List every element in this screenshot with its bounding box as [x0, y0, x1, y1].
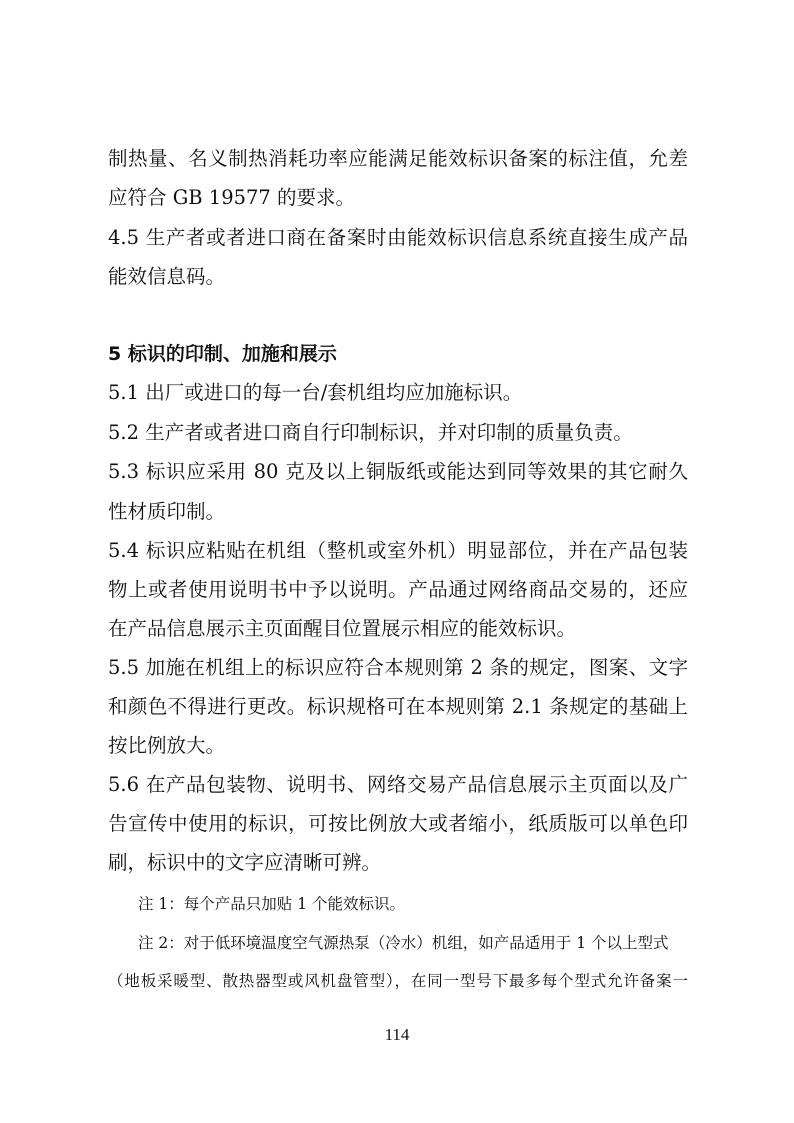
paragraph-line: 和颜色不得进行更改。标识规格可在本规则第 2.1 条规定的基础上 — [108, 695, 688, 718]
paragraph-line: 5.2 生产者或者进口商自行印制标识，并对印制的质量负责。 — [108, 421, 633, 444]
paragraph-line: 5.5 加施在机组上的标识应符合本规则第 2 条的规定，图案、文字 — [108, 656, 688, 679]
paragraph-line: 按比例放大。 — [108, 734, 226, 757]
paragraph-line: 5.3 标识应采用 80 克及以上铜版纸或能达到同等效果的其它耐久 — [108, 460, 688, 483]
paragraph-line: 物上或者使用说明书中予以说明。产品通过网络商品交易的，还应 — [108, 578, 688, 601]
note-line: （地板采暖型、散热器型或风机盘管型），在同一型号下最多每个型式允许备案一 — [108, 972, 688, 990]
paragraph-line: 告宣传中使用的标识，可按比例放大或者缩小，纸质版可以单色印 — [108, 812, 688, 835]
paragraph-line: 制热量、名义制热消耗功率应能满足能效标识备案的标注值，允差 — [108, 147, 688, 170]
section-heading: 5 标识的印制、加施和展示 — [108, 343, 337, 365]
paragraph-line: 4.5 生产者或者进口商在备案时由能效标识信息系统直接生成产品 — [108, 226, 688, 249]
paragraph-line: 在产品信息展示主页面醒目位置展示相应的能效标识。 — [108, 617, 577, 640]
paragraph-line: 性材质印制。 — [108, 500, 226, 523]
paragraph-line: 刷，标识中的文字应清晰可辨。 — [108, 851, 382, 874]
paragraph-line: 5.1 出厂或进口的每一台/套机组均应加施标识。 — [108, 381, 523, 404]
paragraph-line: 能效信息码。 — [108, 265, 226, 288]
paragraph-line: 应符合 GB 19577 的要求。 — [108, 186, 356, 209]
note-line: 注 1：每个产品只加贴 1 个能效标识。 — [138, 895, 406, 913]
paragraph-line: 5.6 在产品包装物、说明书、网络交易产品信息展示主页面以及广 — [108, 773, 688, 796]
note-line: 注 2：对于低环境温度空气源热泵（冷水）机组，如产品适用于 1 个以上型式 — [138, 934, 669, 952]
paragraph-line: 5.4 标识应粘贴在机组（整机或室外机）明显部位，并在产品包装 — [108, 539, 688, 562]
page-number: 114 — [384, 1025, 410, 1044]
